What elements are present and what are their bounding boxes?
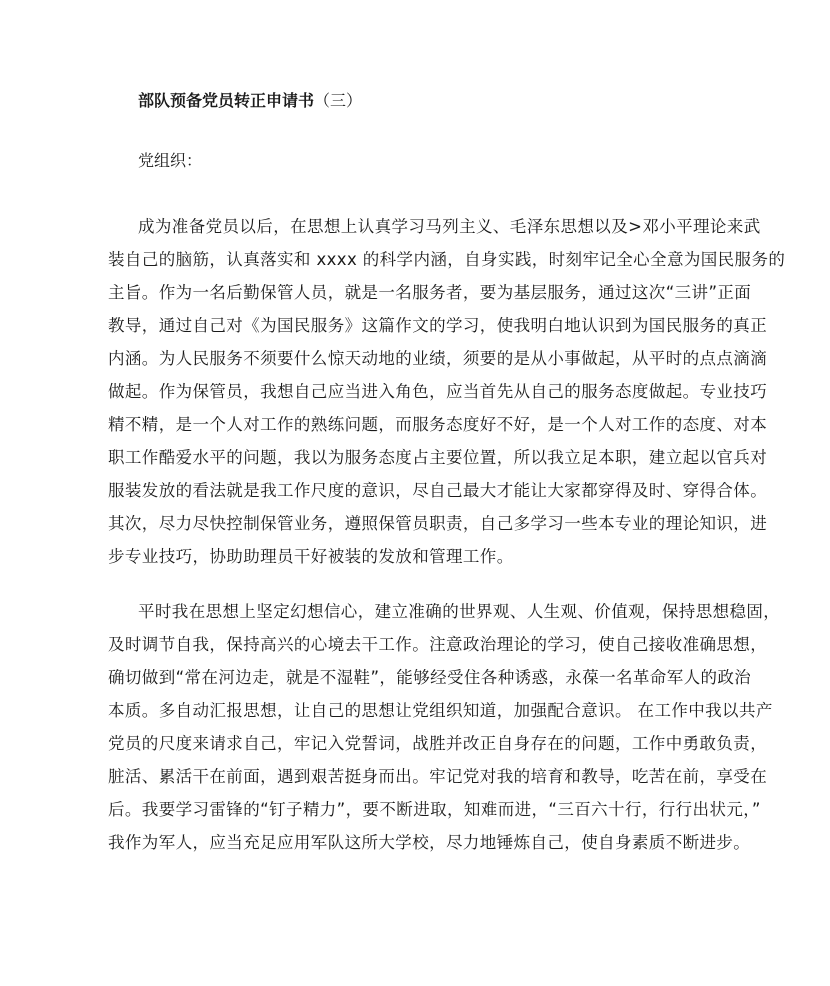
text-line: 教导，通过自己对《为国民服务》这篇作文的学习，使我明白地认识到为国民服务的真正 [108,316,768,335]
document-title [138,88,362,111]
paragraph-2 [108,595,781,859]
text-line: 服装发放的看法就是我工作尺度的意识，尽自己最大才能让大家都穿得及时、穿得合体。 [108,481,768,500]
text-line: 成为准备党员以后，在思想上认真学习马列主义、毛泽东思想以及>邓小平理论来武 [138,217,761,236]
text-line: 做起。作为保管员，我想自己应当进入角色，应当首先从自己的服务态度做起。专业技巧 [108,382,768,401]
text-line: 职工作酷爱水平的问题，我以为服务态度占主要位置，所以我立足本职，建立起以官兵对 [108,448,768,467]
text-line: 精不精，是一个人对工作的熟练问题，而服务态度好不好，是一个人对工作的态度、对本 [108,415,768,434]
text-line: 本质。多自动汇报思想，让自己的思想让党组织知道，加强配合意识。 在工作中我以共产 [108,701,773,720]
text-line: 后。我要学习雷锋的“钉子精力”，要不断进取，知难而进，“三百六十行，行行出状元，” [108,800,761,819]
text-line: 步专业技巧，协助助理员干好被装的发放和管理工作。 [108,547,514,566]
title-text: 部队预备党员转正申请书 [138,91,315,110]
title-suffix: （三） [314,91,363,110]
text-line: 内涵。为人民服务不须要什么惊天动地的业绩，须要的是从小事做起，从平时的点点滴滴 [108,349,768,368]
text-line: 我作为军人，应当充足应用军队这所大学校，尽力地锤炼自己，使自身素质不断进步。 [108,833,751,852]
text-line: 平时我在思想上坚定幻想信心，建立准确的世界观、人生观、价值观，保持思想稳固， [138,602,781,621]
paragraph-1 [108,210,786,573]
text-line: 及时调节自我，保持高兴的心境去干工作。注意政治理论的学习，使自己接收准确思想， [108,635,768,654]
text-line: 脏活、累活干在前面，遇到艰苦挺身而出。牢记党对我的培育和教导，吃苦在前，享受在 [108,767,768,786]
text-line: 其次，尽力尽快控制保管业务，遵照保管员职责，自己多学习一些本专业的理论知识，进 [108,514,768,533]
text-line: 确切做到“常在河边走，就是不湿鞋”，能够经受住各种诱惑，永葆一名革命军人的政治 [108,668,752,687]
text-line: 党员的尺度来请求自己，牢记入党誓词，战胜并改正自身存在的问题，工作中勇敢负责， [108,734,768,753]
salutation: 党组织： [138,151,203,170]
text-line: 主旨。作为一名后勤保管人员，就是一名服务者，要为基层服务，通过这次“三讲”正面 [108,283,752,302]
text-line: 装自己的脑筋，认真落实和 xxxx 的科学内涵，自身实践，时刻牢记全心全意为国民服务的 [108,250,786,269]
